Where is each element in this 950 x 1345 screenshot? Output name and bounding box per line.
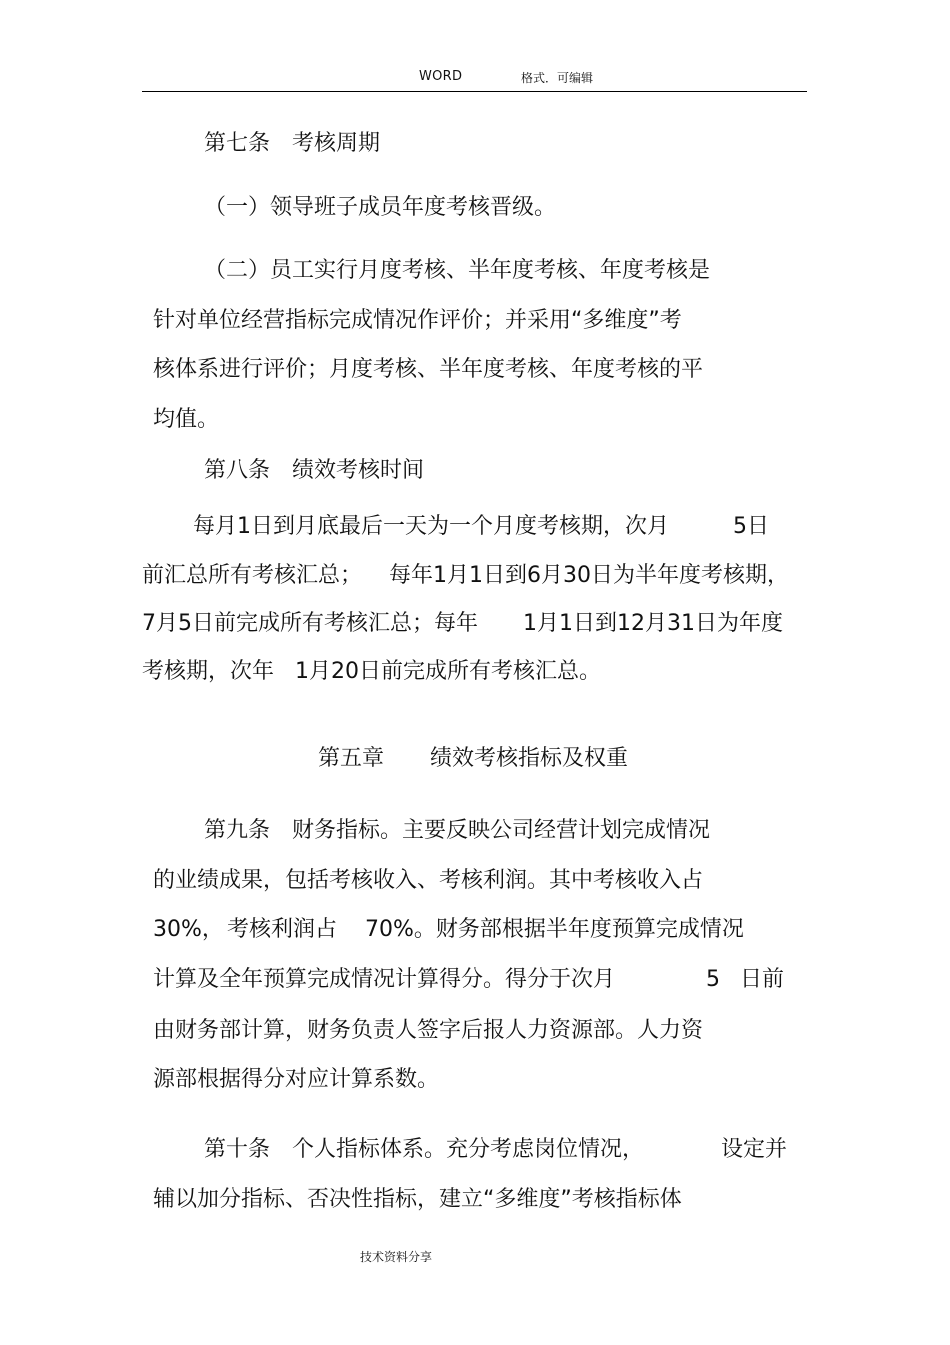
article-8-line-3-tail: 1月1日到12月31日为年度 <box>523 611 783 636</box>
article-7-item-2-line-3: 核体系进行评价；月度考核、半年度考核、年度考核的平 <box>153 357 704 382</box>
article-8-line-2-tail: 每年1月1日到6月30日为半年度考核期， <box>389 563 789 588</box>
article-9-line-4-tail: 日前 <box>740 967 785 992</box>
page-footer: 技术资料分享 <box>360 1250 433 1264</box>
article-10-line-2: 辅以加分指标、否决性指标，建立“多维度”考核指标体 <box>153 1187 682 1212</box>
article-8-line-2: 前汇总所有考核汇总； <box>142 563 363 588</box>
article-8-line-4: 考核期，次年 <box>142 659 275 684</box>
article-9-line-4: 计算及全年预算完成情况计算得分。得分于次月 <box>153 967 616 992</box>
article-8-title: 第八条 绩效考核时间 <box>204 458 425 483</box>
article-10-line-1: 第十条 个人指标体系。充分考虑岗位情况， <box>204 1137 645 1162</box>
header-rule <box>142 91 807 92</box>
header-format-editable: 格式．可编辑 <box>521 71 594 85</box>
article-8-line-4-tail: 1月20日前完成所有考核汇总。 <box>295 659 601 684</box>
article-9-line-5: 由财务部计算，财务负责人签字后报人力资源部。人力资 <box>153 1018 704 1043</box>
article-9-line-3-a: 30%， <box>153 917 224 942</box>
article-9-line-6: 源部根据得分对应计算系数。 <box>153 1067 440 1092</box>
article-9-line-3-b: 考核利润占 <box>227 917 338 942</box>
article-9-line-1: 第九条 财务指标。主要反映公司经营计划完成情况 <box>204 818 711 843</box>
article-10-line-1-tail: 设定并 <box>721 1137 788 1162</box>
article-7-title: 第七条 考核周期 <box>204 131 381 156</box>
article-7-item-2-line-2: 针对单位经营指标完成情况作评价；并采用“多维度”考 <box>153 308 682 333</box>
article-7-item-2-line-1: （二）员工实行月度考核、半年度考核、年度考核是 <box>204 258 711 283</box>
article-8-line-1: 每月1日到月底最后一天为一个月度考核期，次月 <box>193 514 669 539</box>
article-8-line-1-tail: 5日 <box>733 514 769 539</box>
article-9-line-3-c: 70%。财务部根据半年度预算完成情况 <box>365 917 744 942</box>
chapter-5-number: 第五章 <box>318 746 385 771</box>
article-8-line-3: 7月5日前完成所有考核汇总；每年 <box>142 611 478 636</box>
article-7-item-2-line-4: 均值。 <box>153 407 220 432</box>
chapter-5-title: 绩效考核指标及权重 <box>430 746 629 771</box>
article-9-line-2: 的业绩成果，包括考核收入、考核利润。其中考核收入占 <box>153 868 704 893</box>
article-9-line-4-day: 5 <box>706 967 720 992</box>
article-7-item-1: （一）领导班子成员年度考核晋级。 <box>204 195 557 220</box>
header-word: WORD <box>419 69 463 84</box>
